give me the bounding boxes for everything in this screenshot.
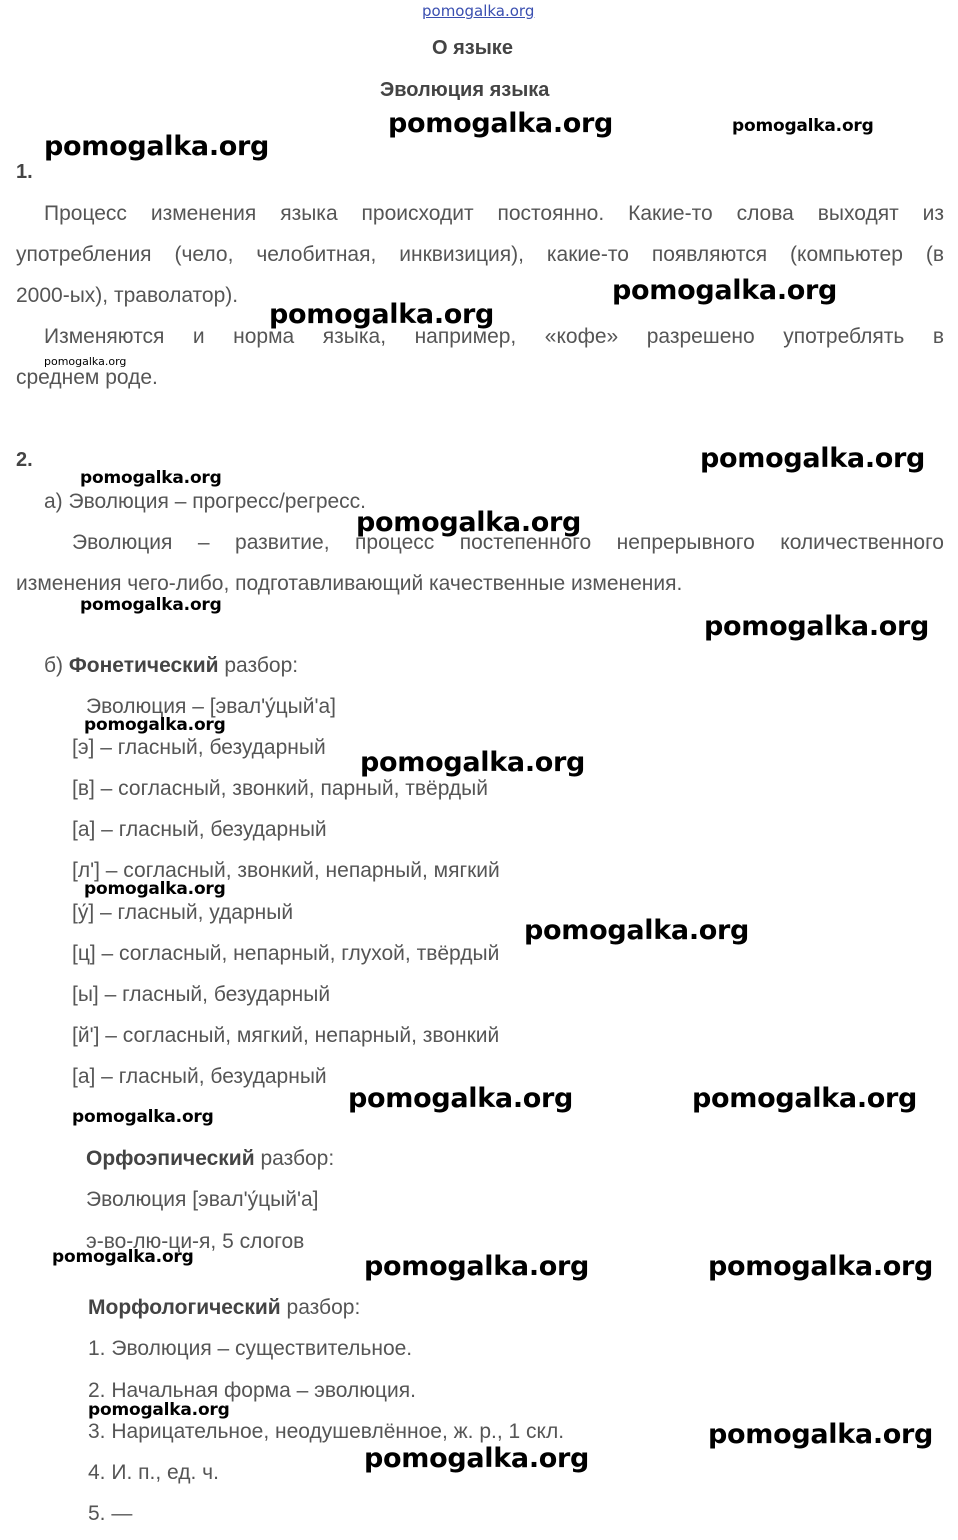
watermark: pomogalka.org: [80, 595, 222, 615]
morph-item: 1. Эволюция – существительное.: [88, 1337, 413, 1360]
watermark: pomogalka.org: [364, 1443, 590, 1474]
watermark: pomogalka.org: [612, 275, 838, 306]
watermark: pomogalka.org: [44, 355, 127, 368]
task1-line-4: Изменяются и норма языка, например, «кофе» разрешено употреблять в: [44, 325, 944, 348]
evolution-definition-line-2: изменения чего-либо, подготавливающий качественные изменения.: [16, 572, 683, 595]
sound-item: [в] – согласный, звонкий, парный, твёрдый: [72, 777, 489, 800]
sound-item: [а] – гласный, безударный: [72, 818, 327, 841]
phonetic-bold: Фонетический: [68, 654, 219, 677]
morphological-rest: разбор:: [286, 1296, 361, 1319]
watermark: pomogalka.org: [364, 1251, 590, 1282]
watermark: pomogalka.org: [348, 1083, 574, 1114]
task1-line-2: употребления (чело, челобитная, инквизиция), какие-то появляются (компьютер (в: [16, 243, 944, 266]
watermark: pomogalka.org: [708, 1251, 934, 1282]
task2-answer-a: а) Эволюция – прогресс/регресс.: [44, 490, 367, 513]
orthoepic-heading: [86, 1148, 334, 1169]
watermark: pomogalka.org: [84, 715, 226, 735]
sound-item: [л'] – согласный, звонкий, непарный, мягкий: [72, 859, 500, 882]
orthoepic-bold: Орфоэпический: [86, 1147, 255, 1170]
phonetic-rest: разбор:: [224, 654, 299, 677]
morphological-bold: Морфологический: [88, 1296, 281, 1319]
sound-item: [э] – гласный, безударный: [72, 736, 326, 759]
phonetic-prefix: б): [44, 654, 64, 677]
watermark: pomogalka.org: [88, 1400, 230, 1420]
task1-line-3: 2000-ых), траволатор).: [16, 284, 239, 307]
morph-item: 3. Нарицательное, неодушевлённое, ж. р., 1 скл.: [88, 1420, 565, 1443]
morph-item: 5. —: [88, 1502, 133, 1525]
watermark: pomogalka.org: [52, 1247, 194, 1267]
syllables-line: э-во-лю-ци-я, 5 слогов: [86, 1230, 305, 1253]
watermark: pomogalka.org: [360, 747, 586, 778]
watermark: pomogalka.org: [700, 443, 926, 474]
watermark: pomogalka.org: [704, 611, 930, 642]
watermark: pomogalka.org: [80, 468, 222, 488]
watermark: pomogalka.org: [84, 879, 226, 899]
page-subtitle: Эволюция языка: [380, 79, 550, 101]
watermark: pomogalka.org: [356, 507, 582, 538]
site-link[interactable]: pomogalka.org: [422, 2, 535, 20]
sound-item: [й'] – согласный, мягкий, непарный, звонкий: [72, 1024, 500, 1047]
watermark: pomogalka.org: [692, 1083, 918, 1114]
sound-item: [ц] – согласный, непарный, глухой, твёрдый: [72, 942, 500, 965]
orthoepic-rest: разбор:: [260, 1147, 335, 1170]
watermark: pomogalka.org: [732, 116, 874, 136]
page-title: О языке: [432, 37, 513, 59]
task1-line-5: среднем роде.: [16, 366, 158, 389]
evolution-definition-line-1: Эволюция – развитие, процесс постепенного непрерывного количественного: [72, 531, 944, 554]
watermark: pomogalka.org: [388, 108, 614, 139]
morph-item: 2. Начальная форма – эволюция.: [88, 1379, 416, 1402]
task-number-1: 1.: [16, 161, 33, 183]
watermark: pomogalka.org: [44, 131, 270, 162]
sound-item: [а] – гласный, безударный: [72, 1065, 327, 1088]
sound-item: [у́] – гласный, ударный: [72, 901, 294, 924]
phonetic-transcription: Эволюция – [эвал'у́цый'а]: [86, 695, 337, 718]
task1-line-1: Процесс изменения языка происходит постоянно. Какие-то слова выходят из: [44, 202, 944, 225]
watermark: pomogalka.org: [72, 1107, 214, 1127]
sound-item: [ы] – гласный, безударный: [72, 983, 331, 1006]
phonetic-heading: [44, 655, 298, 676]
morph-item: 4. И. п., ед. ч.: [88, 1461, 219, 1484]
morphological-heading: [88, 1297, 360, 1318]
watermark: pomogalka.org: [524, 915, 750, 946]
watermark: pomogalka.org: [708, 1419, 934, 1450]
orthoepic-line: Эволюция [эвал'у́цый'а]: [86, 1188, 319, 1211]
watermark: pomogalka.org: [269, 299, 495, 330]
task-number-2: 2.: [16, 449, 33, 471]
